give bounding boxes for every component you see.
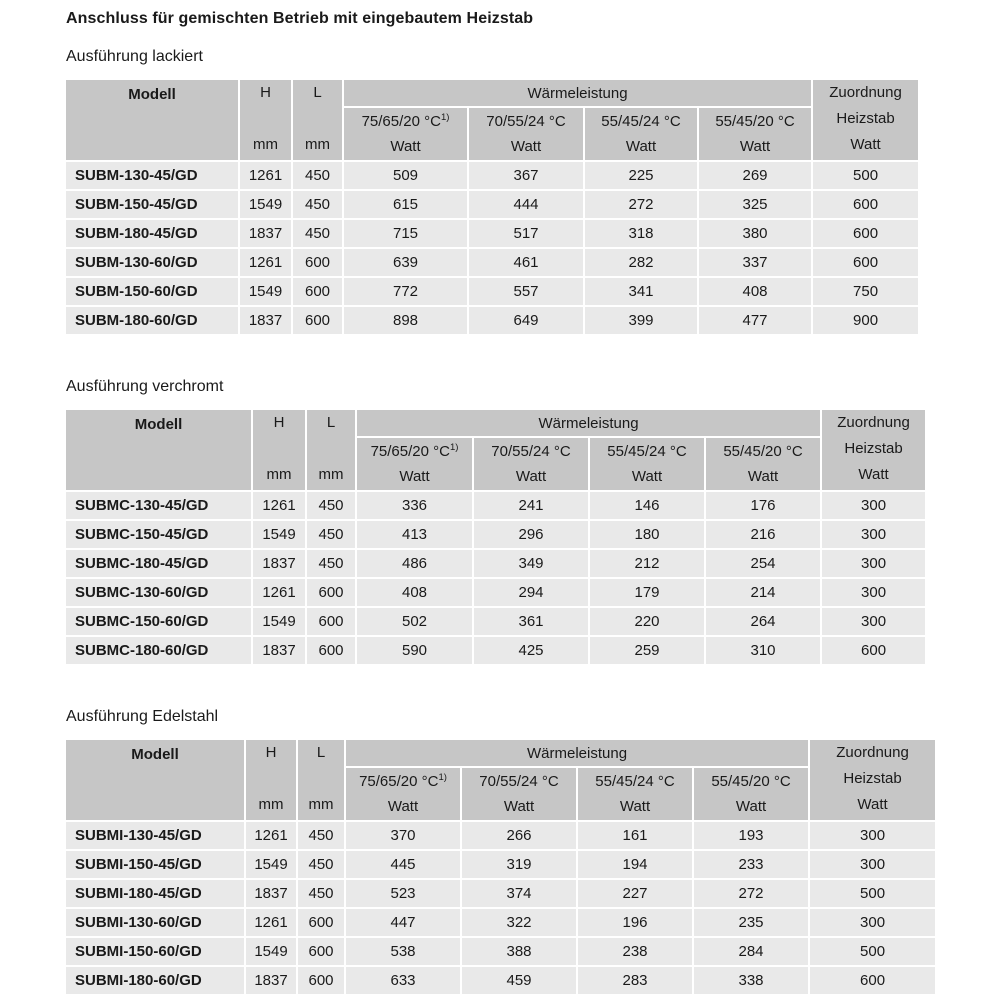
watt-55-45-24-value: 179 bbox=[590, 579, 704, 606]
model-name: SUBMI-130-60/GD bbox=[66, 909, 244, 936]
model-name: SUBMC-180-45/GD bbox=[66, 550, 251, 577]
watt-55-45-24-value: 259 bbox=[590, 637, 704, 664]
col-header-modell-label: Modell bbox=[134, 416, 183, 433]
height-mm-value: 1261 bbox=[246, 822, 296, 849]
zuordnung-line: Zuordnung bbox=[836, 744, 909, 761]
col-header-temp-55-45-20 bbox=[694, 768, 808, 820]
model-name: SUBMI-180-45/GD bbox=[66, 880, 244, 907]
watt-70-55-24-value: 319 bbox=[462, 851, 576, 878]
model-name: SUBMC-180-60/GD bbox=[66, 637, 251, 664]
length-mm-value: 600 bbox=[307, 608, 355, 635]
height-mm-value: 1261 bbox=[240, 162, 291, 189]
watt-unit-label: Watt bbox=[387, 797, 419, 815]
temp-label: 55/45/24 °C bbox=[595, 772, 675, 790]
heizstab-watt-value: 500 bbox=[810, 938, 935, 965]
col-header-l-unit: mm bbox=[305, 136, 330, 153]
watt-unit-label: Watt bbox=[631, 467, 663, 485]
col-header-l-label: L bbox=[316, 744, 326, 761]
col-header-length bbox=[298, 740, 344, 820]
col-header-modell bbox=[66, 740, 244, 820]
col-header-temp-70-55-24 bbox=[469, 108, 583, 160]
length-mm-value: 600 bbox=[307, 579, 355, 606]
height-mm-value: 1549 bbox=[253, 608, 305, 635]
watt-70-55-24-value: 296 bbox=[474, 521, 588, 548]
table-row bbox=[66, 851, 935, 878]
temp-label: 70/55/24 °C bbox=[479, 772, 559, 790]
col-header-h-label: H bbox=[273, 414, 285, 431]
col-header-temp-55-45-24 bbox=[590, 438, 704, 490]
watt-unit-label: Watt bbox=[739, 137, 771, 155]
section-verchromt bbox=[66, 377, 1000, 666]
heizstab-watt-value: 600 bbox=[822, 637, 925, 664]
watt-55-45-20-value: 477 bbox=[699, 307, 811, 334]
temp-label: 55/45/20 °C bbox=[711, 772, 791, 790]
col-header-temp-55-45-24 bbox=[578, 768, 692, 820]
height-mm-value: 1549 bbox=[253, 521, 305, 548]
watt-75-65-20-value: 639 bbox=[344, 249, 467, 276]
table-row bbox=[66, 307, 918, 334]
zuordnung-line: Watt bbox=[850, 136, 881, 153]
model-name: SUBMI-130-45/GD bbox=[66, 822, 244, 849]
heizstab-watt-value: 750 bbox=[813, 278, 918, 305]
length-mm-value: 450 bbox=[298, 851, 344, 878]
col-header-temp-55-45-20 bbox=[699, 108, 811, 160]
watt-55-45-20-value: 269 bbox=[699, 162, 811, 189]
watt-55-45-24-value: 283 bbox=[578, 967, 692, 994]
watt-unit-label: Watt bbox=[399, 467, 430, 485]
watt-70-55-24-value: 374 bbox=[462, 880, 576, 907]
heizstab-watt-value: 300 bbox=[810, 822, 935, 849]
zuordnung-line: Heizstab bbox=[836, 110, 895, 127]
length-mm-value: 600 bbox=[293, 249, 342, 276]
watt-75-65-20-value: 523 bbox=[346, 880, 460, 907]
table-row bbox=[66, 909, 935, 936]
watt-55-45-24-value: 238 bbox=[578, 938, 692, 965]
watt-55-45-24-value: 146 bbox=[590, 492, 704, 519]
height-mm-value: 1549 bbox=[246, 851, 296, 878]
model-name: SUBM-150-60/GD bbox=[66, 278, 238, 305]
watt-unit-label: Watt bbox=[619, 797, 651, 815]
watt-55-45-24-value: 220 bbox=[590, 608, 704, 635]
watt-70-55-24-value: 367 bbox=[469, 162, 583, 189]
col-header-h-label: H bbox=[260, 84, 271, 101]
spec-table-lackiert bbox=[64, 78, 920, 336]
col-header-l-unit: mm bbox=[308, 796, 334, 813]
watt-75-65-20-value: 590 bbox=[357, 637, 472, 664]
heizstab-watt-value: 300 bbox=[810, 909, 935, 936]
model-name: SUBM-130-45/GD bbox=[66, 162, 238, 189]
temp-label: 70/55/24 °C bbox=[486, 112, 566, 130]
temp-label: 55/45/24 °C bbox=[607, 442, 687, 460]
temp-label: 55/45/24 °C bbox=[601, 112, 681, 130]
col-header-height bbox=[253, 410, 305, 490]
table-row bbox=[66, 191, 918, 218]
spec-table-edelstahl bbox=[64, 738, 937, 996]
watt-70-55-24-value: 461 bbox=[469, 249, 583, 276]
length-mm-value: 450 bbox=[307, 550, 355, 577]
watt-55-45-24-value: 282 bbox=[585, 249, 697, 276]
col-header-temp-70-55-24 bbox=[474, 438, 588, 490]
watt-55-45-24-value: 212 bbox=[590, 550, 704, 577]
length-mm-value: 450 bbox=[298, 822, 344, 849]
watt-70-55-24-value: 425 bbox=[474, 637, 588, 664]
length-mm-value: 450 bbox=[307, 521, 355, 548]
model-name: SUBMI-150-45/GD bbox=[66, 851, 244, 878]
length-mm-value: 450 bbox=[298, 880, 344, 907]
heizstab-watt-value: 300 bbox=[810, 851, 935, 878]
heizstab-watt-value: 300 bbox=[822, 579, 925, 606]
col-header-temp-70-55-24 bbox=[462, 768, 576, 820]
spec-table-verchromt bbox=[64, 408, 927, 666]
table-row bbox=[66, 880, 935, 907]
table-row bbox=[66, 579, 925, 606]
table-row bbox=[66, 162, 918, 189]
model-name: SUBM-150-45/GD bbox=[66, 191, 238, 218]
col-header-modell-label: Modell bbox=[131, 746, 179, 763]
watt-55-45-20-value: 272 bbox=[694, 880, 808, 907]
watt-75-65-20-value: 898 bbox=[344, 307, 467, 334]
temp-label: 55/45/20 °C bbox=[723, 442, 803, 460]
watt-75-65-20-value: 408 bbox=[357, 579, 472, 606]
footnote-marker: 1) bbox=[449, 441, 459, 453]
watt-70-55-24-value: 349 bbox=[474, 550, 588, 577]
watt-75-65-20-value: 502 bbox=[357, 608, 472, 635]
table-row bbox=[66, 637, 925, 664]
model-name: SUBMI-180-60/GD bbox=[66, 967, 244, 994]
length-mm-value: 600 bbox=[293, 307, 342, 334]
watt-70-55-24-value: 361 bbox=[474, 608, 588, 635]
col-header-temp-55-45-24 bbox=[585, 108, 697, 160]
col-header-l-label: L bbox=[313, 84, 322, 101]
col-header-modell bbox=[66, 410, 251, 490]
section-heading-edelstahl: Ausführung Edelstahl bbox=[66, 708, 219, 725]
col-header-length bbox=[307, 410, 355, 490]
heizstab-watt-value: 500 bbox=[810, 880, 935, 907]
watt-70-55-24-value: 557 bbox=[469, 278, 583, 305]
watt-55-45-20-value: 233 bbox=[694, 851, 808, 878]
col-header-height bbox=[240, 80, 291, 160]
model-name: SUBMC-150-45/GD bbox=[66, 521, 251, 548]
length-mm-value: 450 bbox=[293, 191, 342, 218]
temp-label: 70/55/24 °C bbox=[491, 442, 571, 460]
section-edelstahl bbox=[66, 707, 1000, 996]
height-mm-value: 1261 bbox=[240, 249, 291, 276]
heizstab-watt-value: 600 bbox=[813, 191, 918, 218]
height-mm-value: 1549 bbox=[240, 278, 291, 305]
col-header-h-unit: mm bbox=[266, 466, 292, 483]
watt-unit-label: Watt bbox=[625, 137, 657, 155]
length-mm-value: 450 bbox=[293, 162, 342, 189]
watt-55-45-24-value: 194 bbox=[578, 851, 692, 878]
watt-75-65-20-value: 336 bbox=[357, 492, 472, 519]
zuordnung-line: Heizstab bbox=[844, 440, 903, 457]
table-row bbox=[66, 550, 925, 577]
watt-75-65-20-value: 772 bbox=[344, 278, 467, 305]
watt-75-65-20-value: 633 bbox=[346, 967, 460, 994]
height-mm-value: 1549 bbox=[240, 191, 291, 218]
col-header-temp-75-65-20 bbox=[344, 108, 467, 160]
height-mm-value: 1261 bbox=[246, 909, 296, 936]
watt-75-65-20-value: 538 bbox=[346, 938, 460, 965]
col-header-height bbox=[246, 740, 296, 820]
watt-70-55-24-value: 322 bbox=[462, 909, 576, 936]
section-lackiert bbox=[66, 47, 1000, 336]
table-row bbox=[66, 521, 925, 548]
watt-55-45-20-value: 310 bbox=[706, 637, 820, 664]
watt-75-65-20-value: 447 bbox=[346, 909, 460, 936]
footnote-marker: 1) bbox=[438, 771, 447, 783]
col-header-waermeleistung: Wärmeleistung bbox=[346, 740, 808, 766]
heizstab-watt-value: 300 bbox=[822, 608, 925, 635]
watt-55-45-20-value: 380 bbox=[699, 220, 811, 247]
watt-70-55-24-value: 459 bbox=[462, 967, 576, 994]
footnote-marker: 1) bbox=[440, 111, 450, 123]
watt-55-45-20-value: 254 bbox=[706, 550, 820, 577]
height-mm-value: 1837 bbox=[246, 967, 296, 994]
watt-55-45-24-value: 227 bbox=[578, 880, 692, 907]
watt-55-45-24-value: 272 bbox=[585, 191, 697, 218]
length-mm-value: 600 bbox=[298, 967, 344, 994]
col-header-modell-label: Modell bbox=[128, 86, 176, 103]
watt-unit-label: Watt bbox=[390, 137, 421, 155]
height-mm-value: 1837 bbox=[240, 307, 291, 334]
length-mm-value: 600 bbox=[298, 909, 344, 936]
page-title: Anschluss für gemischten Betrieb mit eingebautem Heizstab bbox=[66, 10, 534, 27]
model-name: SUBMC-130-60/GD bbox=[66, 579, 251, 606]
table-row bbox=[66, 249, 918, 276]
col-header-temp-75-65-20 bbox=[346, 768, 460, 820]
col-header-h-label: H bbox=[265, 744, 277, 761]
watt-55-45-20-value: 216 bbox=[706, 521, 820, 548]
heizstab-watt-value: 500 bbox=[813, 162, 918, 189]
watt-55-45-24-value: 225 bbox=[585, 162, 697, 189]
model-name: SUBMC-150-60/GD bbox=[66, 608, 251, 635]
col-header-l-unit: mm bbox=[318, 466, 344, 483]
watt-unit-label: Watt bbox=[515, 467, 547, 485]
height-mm-value: 1837 bbox=[246, 880, 296, 907]
watt-55-45-24-value: 180 bbox=[590, 521, 704, 548]
watt-70-55-24-value: 517 bbox=[469, 220, 583, 247]
table-row bbox=[66, 822, 935, 849]
height-mm-value: 1837 bbox=[253, 637, 305, 664]
model-name: SUBM-130-60/GD bbox=[66, 249, 238, 276]
model-name: SUBM-180-60/GD bbox=[66, 307, 238, 334]
table-row bbox=[66, 938, 935, 965]
temp-label: 75/65/20 °C$^{1)}$ bbox=[361, 111, 450, 130]
col-header-l-label: L bbox=[326, 414, 336, 431]
length-mm-value: 600 bbox=[293, 278, 342, 305]
length-mm-value: 600 bbox=[298, 938, 344, 965]
watt-75-65-20-value: 486 bbox=[357, 550, 472, 577]
temp-label: 55/45/20 °C bbox=[715, 112, 795, 130]
watt-75-65-20-value: 445 bbox=[346, 851, 460, 878]
col-header-waermeleistung: Wärmeleistung bbox=[344, 80, 811, 106]
watt-55-45-24-value: 399 bbox=[585, 307, 697, 334]
table-row bbox=[66, 492, 925, 519]
length-mm-value: 450 bbox=[293, 220, 342, 247]
height-mm-value: 1837 bbox=[253, 550, 305, 577]
heizstab-watt-value: 600 bbox=[813, 220, 918, 247]
heizstab-watt-value: 300 bbox=[822, 521, 925, 548]
zuordnung-line: Watt bbox=[858, 466, 889, 483]
height-mm-value: 1837 bbox=[240, 220, 291, 247]
col-header-zuordnung bbox=[813, 80, 918, 160]
watt-55-45-24-value: 318 bbox=[585, 220, 697, 247]
table-row bbox=[66, 608, 925, 635]
col-header-length bbox=[293, 80, 342, 160]
model-name: SUBMI-150-60/GD bbox=[66, 938, 244, 965]
watt-unit-label: Watt bbox=[503, 797, 535, 815]
watt-70-55-24-value: 294 bbox=[474, 579, 588, 606]
col-header-temp-75-65-20 bbox=[357, 438, 472, 490]
watt-55-45-20-value: 408 bbox=[699, 278, 811, 305]
watt-55-45-20-value: 176 bbox=[706, 492, 820, 519]
col-header-zuordnung bbox=[822, 410, 925, 490]
model-name: SUBM-180-45/GD bbox=[66, 220, 238, 247]
watt-55-45-24-value: 161 bbox=[578, 822, 692, 849]
watt-75-65-20-value: 615 bbox=[344, 191, 467, 218]
watt-55-45-20-value: 193 bbox=[694, 822, 808, 849]
watt-75-65-20-value: 715 bbox=[344, 220, 467, 247]
table-row bbox=[66, 278, 918, 305]
heizstab-watt-value: 300 bbox=[822, 492, 925, 519]
watt-70-55-24-value: 444 bbox=[469, 191, 583, 218]
watt-70-55-24-value: 388 bbox=[462, 938, 576, 965]
height-mm-value: 1261 bbox=[253, 579, 305, 606]
watt-55-45-24-value: 341 bbox=[585, 278, 697, 305]
table-row bbox=[66, 967, 935, 994]
watt-70-55-24-value: 649 bbox=[469, 307, 583, 334]
section-heading-lackiert: Ausführung lackiert bbox=[66, 48, 203, 65]
section-heading-verchromt: Ausführung verchromt bbox=[66, 378, 224, 395]
heizstab-watt-value: 600 bbox=[813, 249, 918, 276]
length-mm-value: 600 bbox=[307, 637, 355, 664]
height-mm-value: 1261 bbox=[253, 492, 305, 519]
height-mm-value: 1549 bbox=[246, 938, 296, 965]
col-header-h-unit: mm bbox=[258, 796, 284, 813]
watt-55-45-20-value: 264 bbox=[706, 608, 820, 635]
watt-70-55-24-value: 241 bbox=[474, 492, 588, 519]
col-header-h-unit: mm bbox=[253, 136, 278, 153]
watt-55-45-24-value: 196 bbox=[578, 909, 692, 936]
zuordnung-line: Watt bbox=[857, 796, 888, 813]
watt-55-45-20-value: 337 bbox=[699, 249, 811, 276]
zuordnung-line: Heizstab bbox=[843, 770, 902, 787]
model-name: SUBMC-130-45/GD bbox=[66, 492, 251, 519]
temp-label: 75/65/20 °C$^{1)}$ bbox=[370, 441, 459, 460]
watt-55-45-20-value: 235 bbox=[694, 909, 808, 936]
watt-55-45-20-value: 325 bbox=[699, 191, 811, 218]
col-header-modell bbox=[66, 80, 238, 160]
table-row bbox=[66, 220, 918, 247]
temp-label: 75/65/20 °C$^{1)}$ bbox=[359, 771, 447, 790]
length-mm-value: 450 bbox=[307, 492, 355, 519]
watt-75-65-20-value: 370 bbox=[346, 822, 460, 849]
zuordnung-line: Zuordnung bbox=[829, 84, 902, 101]
heizstab-watt-value: 300 bbox=[822, 550, 925, 577]
col-header-temp-55-45-20 bbox=[706, 438, 820, 490]
watt-55-45-20-value: 214 bbox=[706, 579, 820, 606]
heizstab-watt-value: 900 bbox=[813, 307, 918, 334]
zuordnung-line: Zuordnung bbox=[837, 414, 910, 431]
watt-75-65-20-value: 413 bbox=[357, 521, 472, 548]
col-header-waermeleistung: Wärmeleistung bbox=[357, 410, 820, 436]
watt-75-65-20-value: 509 bbox=[344, 162, 467, 189]
watt-unit-label: Watt bbox=[747, 467, 779, 485]
watt-55-45-20-value: 338 bbox=[694, 967, 808, 994]
heizstab-watt-value: 600 bbox=[810, 967, 935, 994]
watt-55-45-20-value: 284 bbox=[694, 938, 808, 965]
watt-unit-label: Watt bbox=[510, 137, 542, 155]
watt-unit-label: Watt bbox=[735, 797, 767, 815]
watt-70-55-24-value: 266 bbox=[462, 822, 576, 849]
col-header-zuordnung bbox=[810, 740, 935, 820]
